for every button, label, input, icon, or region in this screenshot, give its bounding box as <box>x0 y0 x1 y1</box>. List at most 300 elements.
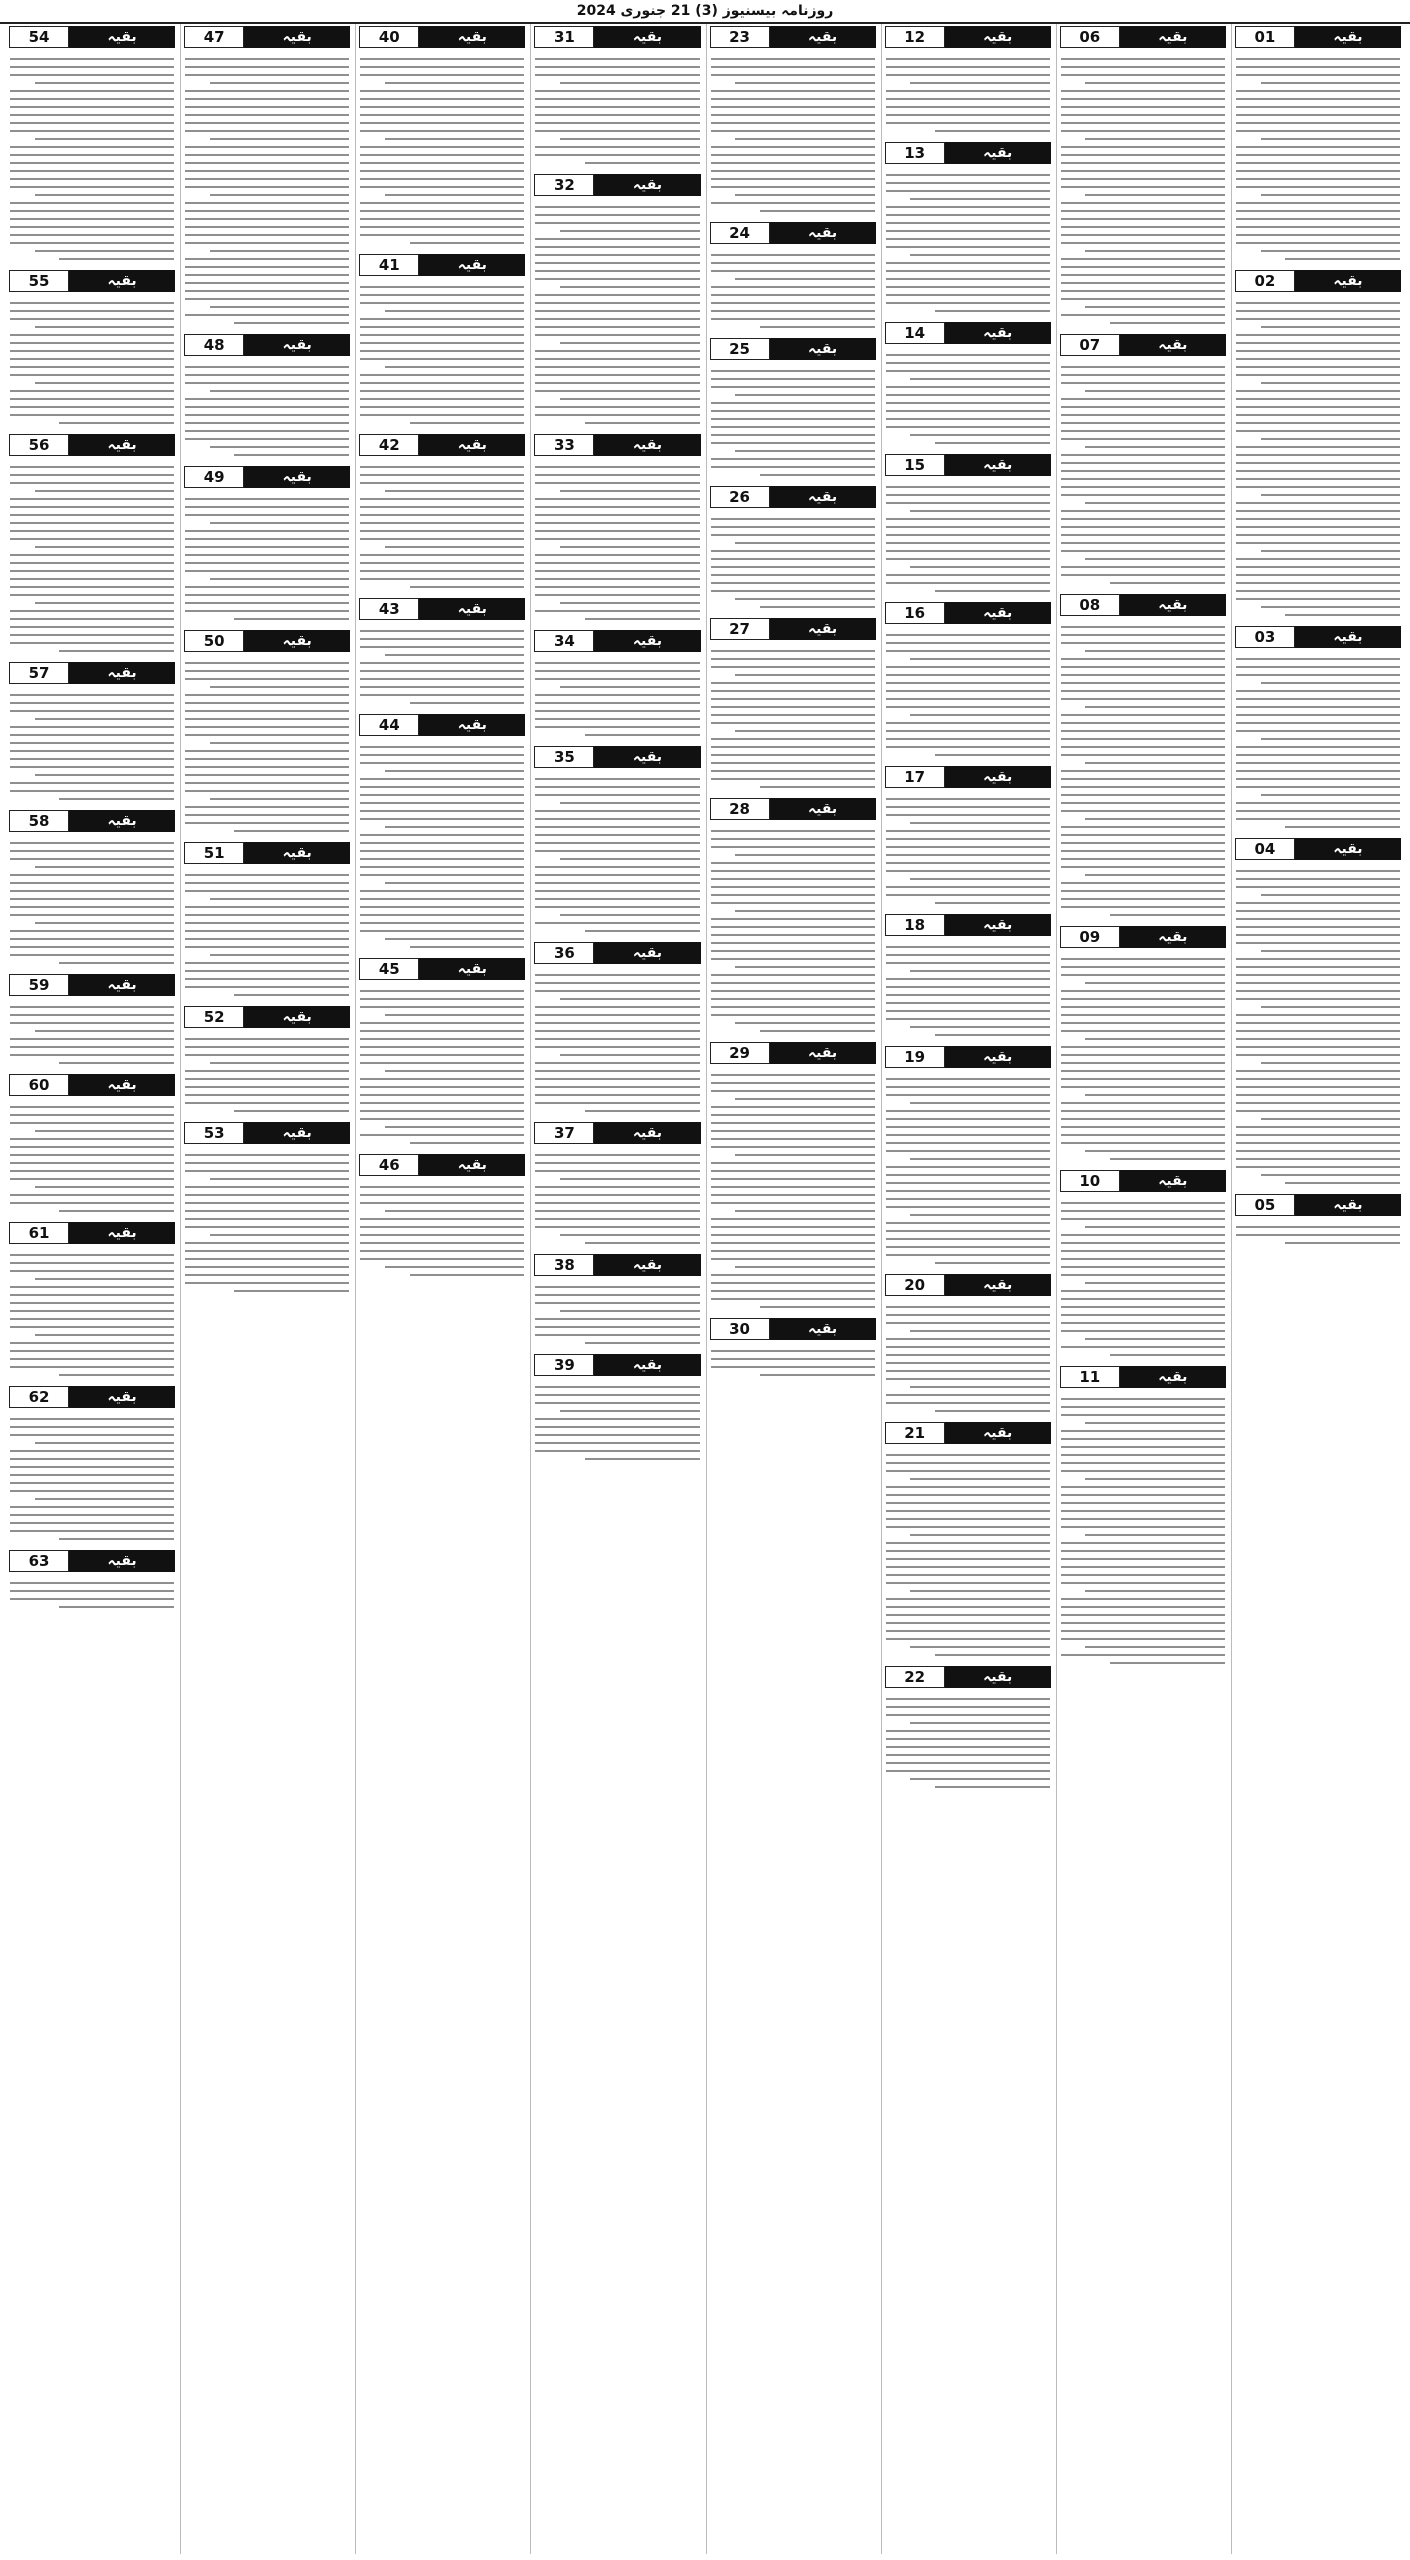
text-line <box>711 294 875 296</box>
text-line <box>10 1506 174 1508</box>
text-line <box>10 1482 174 1484</box>
text-line <box>886 1018 1050 1020</box>
continuation-block <box>882 322 1054 452</box>
text-line <box>711 926 875 928</box>
text-line <box>360 350 524 352</box>
text-line <box>10 578 174 580</box>
text-line <box>1061 510 1225 512</box>
text-line <box>886 122 1050 124</box>
text-line <box>886 1738 1050 1740</box>
text-line <box>1285 1182 1400 1184</box>
text-line <box>886 1306 1050 1308</box>
text-line <box>1236 58 1400 60</box>
text-line <box>1061 414 1225 416</box>
text-line <box>385 654 525 656</box>
text-line <box>711 434 875 436</box>
text-line <box>535 130 699 132</box>
continuation-number: 45 <box>359 958 419 980</box>
text-line <box>1061 1250 1225 1252</box>
text-line <box>1261 894 1401 896</box>
text-line <box>886 1614 1050 1616</box>
text-line <box>535 1062 699 1064</box>
text-line <box>385 82 525 84</box>
text-line <box>10 538 174 540</box>
text-line <box>185 266 349 268</box>
text-line <box>35 1334 175 1336</box>
text-line <box>185 978 349 980</box>
text-line <box>711 1350 875 1352</box>
text-line <box>360 326 524 328</box>
continuation-block <box>531 1354 703 1468</box>
article-text <box>707 50 879 220</box>
text-line <box>886 98 1050 100</box>
continuation-label: بقیہ <box>69 1074 175 1096</box>
text-line <box>535 1210 699 1212</box>
text-line <box>535 1194 699 1196</box>
continuation-block <box>882 1274 1054 1420</box>
text-line <box>711 1122 875 1124</box>
text-line <box>385 546 525 548</box>
text-line <box>59 1538 174 1540</box>
continuation-number: 62 <box>9 1386 69 1408</box>
article-text <box>707 642 879 796</box>
text-line <box>760 326 875 328</box>
text-line <box>1061 366 1225 368</box>
article-text <box>882 626 1054 764</box>
text-line <box>711 262 875 264</box>
text-line <box>1236 430 1400 432</box>
text-line <box>10 938 174 940</box>
continuation-block <box>6 1386 178 1548</box>
text-line <box>1061 1486 1225 1488</box>
continuation-header <box>885 142 1051 164</box>
text-line <box>711 550 875 552</box>
continuation-label: بقیہ <box>69 974 175 996</box>
text-line <box>910 1026 1050 1028</box>
continuation-block <box>531 630 703 744</box>
continuation-label: بقیہ <box>419 714 525 736</box>
text-line <box>535 334 699 336</box>
text-line <box>1236 98 1400 100</box>
text-line <box>10 202 174 204</box>
article-text <box>1057 1194 1229 1364</box>
text-line <box>711 658 875 660</box>
text-line <box>1236 154 1400 156</box>
text-line <box>711 1226 875 1228</box>
continuation-header <box>9 1222 175 1244</box>
text-line <box>560 1310 700 1312</box>
continuation-label: بقیہ <box>594 26 700 48</box>
continuation-block <box>181 466 353 628</box>
text-line <box>10 178 174 180</box>
text-line <box>10 1270 174 1272</box>
text-line <box>360 818 524 820</box>
text-line <box>185 694 349 696</box>
text-line <box>711 458 875 460</box>
text-line <box>1061 282 1225 284</box>
continuation-number: 46 <box>359 1154 419 1176</box>
text-line <box>886 1118 1050 1120</box>
text-line <box>1236 162 1400 164</box>
text-line <box>185 202 349 204</box>
text-line <box>1061 1102 1225 1104</box>
text-line <box>886 402 1050 404</box>
text-line <box>711 1106 875 1108</box>
text-line <box>59 422 174 424</box>
text-line <box>1236 122 1400 124</box>
text-line <box>1061 478 1225 480</box>
text-line <box>560 138 700 140</box>
text-line <box>10 1154 174 1156</box>
text-line <box>1236 1054 1400 1056</box>
text-line <box>185 106 349 108</box>
continuation-block <box>882 766 1054 912</box>
continuation-block <box>1057 1170 1229 1364</box>
text-line <box>886 1698 1050 1700</box>
continuation-header <box>710 1318 876 1340</box>
column-5 <box>530 24 703 2554</box>
text-line <box>535 262 699 264</box>
text-line <box>1061 1502 1225 1504</box>
text-line <box>711 370 875 372</box>
text-line <box>1236 1046 1400 1048</box>
continuation-block <box>1232 838 1404 1192</box>
text-line <box>1061 1614 1225 1616</box>
text-line <box>886 114 1050 116</box>
text-line <box>1061 462 1225 464</box>
continuation-block <box>531 26 703 172</box>
text-line <box>585 422 700 424</box>
text-line <box>535 146 699 148</box>
text-line <box>1061 738 1225 740</box>
text-line <box>10 530 174 532</box>
text-line <box>185 938 349 940</box>
continuation-number: 48 <box>184 334 244 356</box>
text-line <box>410 702 525 704</box>
text-line <box>711 1258 875 1260</box>
continuation-number: 56 <box>9 434 69 456</box>
text-line <box>1236 590 1400 592</box>
text-line <box>886 1598 1050 1600</box>
continuation-header <box>534 174 700 196</box>
text-line <box>711 706 875 708</box>
text-line <box>10 170 174 172</box>
text-line <box>360 414 524 416</box>
text-line <box>1061 754 1225 756</box>
text-line <box>935 1786 1050 1788</box>
text-line <box>886 870 1050 872</box>
text-line <box>1085 1226 1225 1228</box>
text-line <box>1061 1470 1225 1472</box>
article-text <box>1057 50 1229 332</box>
continuation-block <box>531 942 703 1120</box>
text-line <box>711 666 875 668</box>
continuation-number: 44 <box>359 714 419 736</box>
text-line <box>1236 810 1400 812</box>
text-line <box>735 194 875 196</box>
text-line <box>1261 382 1401 384</box>
text-line <box>1236 342 1400 344</box>
continuation-number: 22 <box>885 1666 945 1688</box>
text-line <box>234 1290 349 1292</box>
article-text <box>356 50 528 252</box>
text-line <box>1061 682 1225 684</box>
text-line <box>360 1046 524 1048</box>
article-text <box>356 1178 528 1284</box>
text-line <box>886 634 1050 636</box>
continuation-label: بقیہ <box>594 630 700 652</box>
text-line <box>711 998 875 1000</box>
text-line <box>10 1286 174 1288</box>
text-line <box>886 574 1050 576</box>
text-line <box>735 1022 875 1024</box>
text-line <box>886 1370 1050 1372</box>
text-line <box>10 758 174 760</box>
text-line <box>10 242 174 244</box>
text-line <box>886 278 1050 280</box>
text-line <box>1236 374 1400 376</box>
text-line <box>410 946 525 948</box>
text-line <box>886 1550 1050 1552</box>
text-line <box>886 222 1050 224</box>
text-line <box>360 390 524 392</box>
text-line <box>1061 162 1225 164</box>
text-line <box>1261 250 1401 252</box>
text-line <box>360 218 524 220</box>
continuation-number: 31 <box>534 26 594 48</box>
text-line <box>886 706 1050 708</box>
text-line <box>711 1082 875 1084</box>
continuation-number: 34 <box>534 630 594 652</box>
text-line <box>360 506 524 508</box>
continuation-label: بقیہ <box>244 1122 350 1144</box>
text-line <box>210 1178 350 1180</box>
continuation-header <box>359 598 525 620</box>
text-line <box>711 690 875 692</box>
text-line <box>185 718 349 720</box>
text-line <box>10 342 174 344</box>
text-line <box>535 890 699 892</box>
text-line <box>886 394 1050 396</box>
text-line <box>535 294 699 296</box>
text-line <box>185 430 349 432</box>
text-line <box>1061 1266 1225 1268</box>
text-line <box>10 1302 174 1304</box>
continuation-block <box>707 26 879 220</box>
continuation-header <box>359 958 525 980</box>
text-line <box>910 1214 1050 1216</box>
continuation-label: بقیہ <box>419 958 525 980</box>
text-line <box>10 1514 174 1516</box>
text-line <box>10 58 174 60</box>
continuation-label: بقیہ <box>945 1046 1051 1068</box>
text-line <box>1236 422 1400 424</box>
text-line <box>10 374 174 376</box>
continuation-number: 52 <box>184 1006 244 1028</box>
text-line <box>360 746 524 748</box>
text-line <box>35 250 175 252</box>
text-line <box>1236 786 1400 788</box>
text-line <box>1236 658 1400 660</box>
text-line <box>10 226 174 228</box>
text-line <box>886 1402 1050 1404</box>
continuation-block <box>707 338 879 484</box>
text-line <box>535 818 699 820</box>
text-line <box>760 1306 875 1308</box>
continuation-header <box>184 1122 350 1144</box>
text-line <box>1085 1478 1225 1480</box>
text-line <box>1085 706 1225 708</box>
article-text <box>531 1146 703 1252</box>
text-line <box>234 454 349 456</box>
text-line <box>1236 934 1400 936</box>
text-line <box>535 374 699 376</box>
column-2 <box>1056 24 1229 2554</box>
text-line <box>711 846 875 848</box>
text-line <box>360 1094 524 1096</box>
text-line <box>1236 310 1400 312</box>
text-line <box>1236 974 1400 976</box>
text-line <box>535 1006 699 1008</box>
text-line <box>10 1178 174 1180</box>
text-line <box>711 526 875 528</box>
text-line <box>886 386 1050 388</box>
text-line <box>360 1102 524 1104</box>
continuation-label: بقیہ <box>69 1386 175 1408</box>
text-line <box>10 398 174 400</box>
text-line <box>1061 1078 1225 1080</box>
text-line <box>711 1138 875 1140</box>
text-line <box>385 770 525 772</box>
text-line <box>1061 170 1225 172</box>
text-line <box>560 342 700 344</box>
text-line <box>10 74 174 76</box>
text-line <box>185 874 349 876</box>
text-line <box>886 1394 1050 1396</box>
text-line <box>886 174 1050 176</box>
continuation-number: 32 <box>534 174 594 196</box>
continuation-number: 03 <box>1235 626 1295 648</box>
text-line <box>886 302 1050 304</box>
text-line <box>35 138 175 140</box>
text-line <box>711 722 875 724</box>
text-line <box>1061 534 1225 536</box>
continuation-number: 12 <box>885 26 945 48</box>
text-line <box>185 1170 349 1172</box>
text-line <box>886 230 1050 232</box>
text-line <box>185 58 349 60</box>
article-text <box>181 358 353 464</box>
article-text <box>1232 50 1404 268</box>
article-text <box>1232 1218 1404 1252</box>
text-line <box>1236 998 1400 1000</box>
continuation-number: 09 <box>1060 926 1120 948</box>
text-line <box>535 1302 699 1304</box>
text-line <box>185 234 349 236</box>
text-line <box>560 1178 700 1180</box>
continuation-block <box>356 254 528 432</box>
text-line <box>711 410 875 412</box>
text-line <box>185 186 349 188</box>
text-line <box>185 374 349 376</box>
text-line <box>1236 698 1400 700</box>
text-line <box>1061 398 1225 400</box>
text-line <box>185 530 349 532</box>
text-line <box>10 1202 174 1204</box>
text-line <box>1110 1158 1225 1160</box>
continuation-label: بقیہ <box>419 598 525 620</box>
text-line <box>1061 1242 1225 1244</box>
continuation-label: بقیہ <box>945 322 1051 344</box>
text-line <box>886 674 1050 676</box>
text-line <box>360 130 524 132</box>
text-line <box>360 234 524 236</box>
text-line <box>886 1002 1050 1004</box>
continuation-label: بقیہ <box>770 618 876 640</box>
text-line <box>1261 82 1401 84</box>
text-line <box>1061 1438 1225 1440</box>
continuation-number: 35 <box>534 746 594 768</box>
text-line <box>10 1046 174 1048</box>
article-text <box>6 1410 178 1548</box>
continuation-label: بقیہ <box>945 1422 1051 1444</box>
text-line <box>1061 698 1225 700</box>
text-line <box>1061 658 1225 660</box>
text-line <box>10 1326 174 1328</box>
article-text <box>356 622 528 712</box>
continuation-block <box>531 434 703 628</box>
text-line <box>711 270 875 272</box>
text-line <box>1061 258 1225 260</box>
text-line <box>185 506 349 508</box>
text-line <box>10 1522 174 1524</box>
article-text <box>1057 358 1229 592</box>
text-line <box>1061 486 1225 488</box>
text-line <box>1061 1622 1225 1624</box>
text-line <box>711 74 875 76</box>
text-line <box>360 890 524 892</box>
text-line <box>360 466 524 468</box>
text-line <box>711 1090 875 1092</box>
text-line <box>360 1086 524 1088</box>
text-line <box>1236 74 1400 76</box>
article-text <box>882 50 1054 140</box>
text-line <box>360 562 524 564</box>
text-line <box>1061 1566 1225 1568</box>
text-line <box>711 442 875 444</box>
text-line <box>1236 1038 1400 1040</box>
text-line <box>711 878 875 880</box>
text-line <box>10 618 174 620</box>
text-line <box>35 82 175 84</box>
text-line <box>1061 1518 1225 1520</box>
text-line <box>535 1154 699 1156</box>
text-line <box>360 1078 524 1080</box>
text-line <box>1061 990 1225 992</box>
continuation-label: بقیہ <box>594 1122 700 1144</box>
text-line <box>535 882 699 884</box>
text-line <box>886 1470 1050 1472</box>
text-line <box>185 154 349 156</box>
text-line <box>1236 318 1400 320</box>
continuation-label: بقیہ <box>945 1666 1051 1688</box>
text-line <box>1236 730 1400 732</box>
continuation-number: 39 <box>534 1354 594 1376</box>
text-line <box>10 506 174 508</box>
text-line <box>1061 1234 1225 1236</box>
text-line <box>185 906 349 908</box>
text-line <box>360 1250 524 1252</box>
